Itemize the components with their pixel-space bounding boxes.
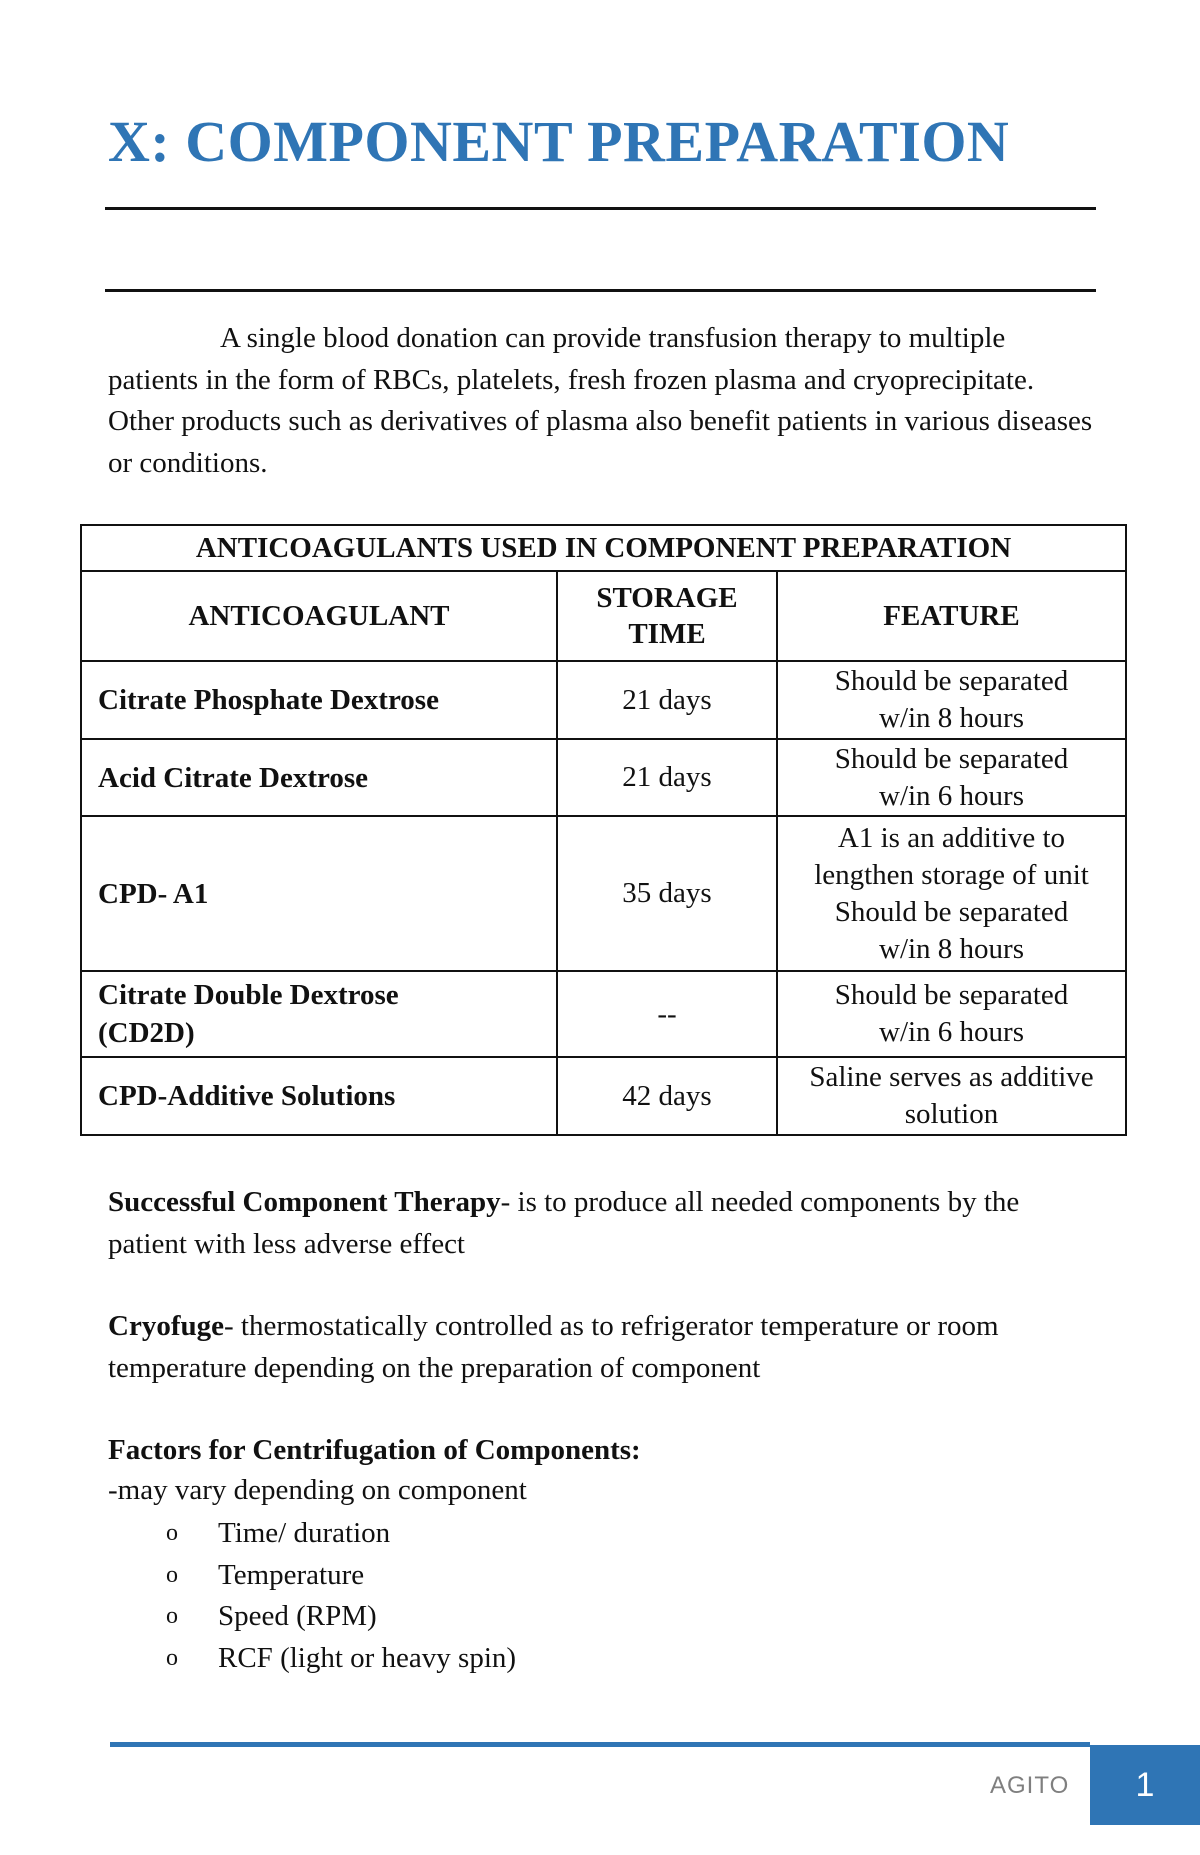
feature-cell bbox=[777, 739, 1126, 816]
factors-heading: Factors for Centrifugation of Components: bbox=[108, 1434, 641, 1466]
title-rule-top bbox=[105, 207, 1096, 210]
feature-line: Should be separated bbox=[834, 895, 1069, 928]
table-row bbox=[81, 971, 1126, 1057]
circle-bullet-icon: o bbox=[166, 1644, 178, 1671]
anticoagulant-name bbox=[81, 816, 557, 971]
feature-line: Should be separated bbox=[834, 665, 1069, 697]
definition-cryofuge bbox=[108, 1306, 1098, 1389]
feature-line: Should be separated bbox=[834, 979, 1069, 1011]
definition-term: Successful Component Therapy bbox=[108, 1186, 501, 1218]
feature-line: Saline serves as additive bbox=[809, 1061, 1094, 1093]
list-item-text: Speed (RPM) bbox=[218, 1600, 377, 1632]
page-number: 1 bbox=[1090, 1745, 1200, 1825]
storage-time: -- bbox=[557, 971, 777, 1057]
anticoagulant-name-line: CPD-Additive Solutions bbox=[98, 1080, 396, 1112]
page-title: X: COMPONENT PREPARATION bbox=[108, 109, 1010, 174]
table-row bbox=[81, 739, 1126, 816]
list-item-text: Time/ duration bbox=[218, 1517, 391, 1549]
intro-paragraph: A single blood donation can provide transfusion therapy to multiple patients in the form of RBCs, platelets, fresh frozen plasma and cryoprecipitate. Other products such as derivatives of plasma also benefit patients in various diseases or conditions. bbox=[108, 322, 1093, 479]
circle-bullet-icon: o bbox=[166, 1561, 178, 1588]
header-anticoagulant: ANTICOAGULANT bbox=[81, 571, 557, 661]
factors-list bbox=[108, 1513, 516, 1679]
definition-term: Cryofuge bbox=[108, 1310, 224, 1342]
list-item-text: Temperature bbox=[218, 1558, 365, 1591]
header-storage-time-label: STORAGE TIME bbox=[596, 582, 738, 650]
title-rule-bottom bbox=[105, 289, 1096, 292]
feature-line: Should be separated bbox=[834, 742, 1069, 775]
feature-line: lengthen storage of unit bbox=[814, 858, 1089, 891]
factors-section bbox=[108, 1430, 641, 1510]
table-caption: ANTICOAGULANTS USED IN COMPONENT PREPARATION bbox=[81, 525, 1126, 571]
list-item bbox=[108, 1555, 516, 1597]
storage-time: 42 days bbox=[557, 1057, 777, 1135]
list-item-text: RCF (light or heavy spin) bbox=[218, 1641, 517, 1674]
circle-bullet-icon: o bbox=[166, 1520, 178, 1546]
anticoagulant-name bbox=[81, 971, 557, 1057]
anticoagulant-name-line: (CD2D) bbox=[98, 1017, 195, 1049]
anticoagulant-name-line: Acid Citrate Dextrose bbox=[98, 761, 369, 794]
definition-component-therapy bbox=[108, 1182, 1098, 1265]
header-feature: FEATURE bbox=[777, 571, 1126, 661]
feature-line: w/in 8 hours bbox=[879, 932, 1024, 965]
table-header-row bbox=[81, 571, 1126, 661]
feature-line: w/in 8 hours bbox=[879, 702, 1024, 734]
storage-time: 35 days bbox=[557, 816, 777, 971]
anticoagulant-name-line: CPD- A1 bbox=[98, 877, 209, 910]
table-row bbox=[81, 661, 1126, 739]
anticoagulant-name-line: Citrate Phosphate Dextrose bbox=[98, 684, 439, 716]
feature-line: solution bbox=[904, 1098, 999, 1130]
factors-note: -may vary depending on component bbox=[108, 1474, 527, 1506]
header-storage-time bbox=[557, 571, 777, 661]
feature-line: A1 is an additive to bbox=[837, 821, 1066, 854]
anticoagulant-table bbox=[80, 524, 1127, 1136]
table-row bbox=[81, 816, 1126, 971]
feature-cell bbox=[777, 661, 1126, 739]
feature-line: w/in 6 hours bbox=[879, 1016, 1024, 1048]
circle-bullet-icon: o bbox=[166, 1603, 178, 1629]
anticoagulant-name bbox=[81, 739, 557, 816]
feature-cell bbox=[777, 816, 1126, 971]
definition-text: - is to produce all needed components by the patient with less adverse effect bbox=[108, 1186, 1020, 1260]
list-item bbox=[108, 1638, 516, 1680]
feature-line: w/in 6 hours bbox=[879, 779, 1024, 812]
footer-label: AGITO bbox=[990, 1772, 1070, 1799]
anticoagulant-name bbox=[81, 1057, 557, 1135]
storage-time: 21 days bbox=[557, 739, 777, 816]
anticoagulant-name bbox=[81, 661, 557, 739]
footer-rule bbox=[110, 1742, 1090, 1747]
list-item bbox=[108, 1596, 516, 1638]
feature-cell bbox=[777, 1057, 1126, 1135]
storage-time: 21 days bbox=[557, 661, 777, 739]
anticoagulant-name-line: Citrate Double Dextrose bbox=[98, 979, 399, 1011]
list-item bbox=[108, 1513, 516, 1555]
table-row bbox=[81, 1057, 1126, 1135]
feature-cell bbox=[777, 971, 1126, 1057]
definition-text: - thermostatically controlled as to refrigerator temperature or room temperature depending on the preparation of component bbox=[108, 1310, 999, 1384]
